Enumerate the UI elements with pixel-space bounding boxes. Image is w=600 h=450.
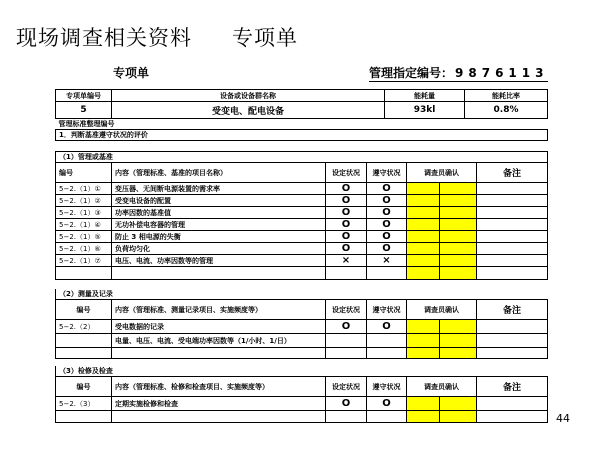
confirm-cell[interactable]: [407, 320, 440, 334]
col-content: 内容（管理标准、测量记录项目、实施频度等）: [112, 300, 326, 320]
col-remarks: 备注: [477, 300, 548, 320]
info-header-ratio: 能耗比率: [465, 90, 548, 102]
row-no: 5−2.（1）⑥: [56, 243, 112, 255]
confirm-cell[interactable]: [440, 207, 477, 219]
confirm-cell[interactable]: [407, 267, 440, 280]
remarks-cell[interactable]: [477, 334, 548, 348]
remarks-cell[interactable]: [477, 267, 548, 280]
remarks-cell[interactable]: [477, 397, 548, 411]
info-header-energy: 能耗量: [385, 90, 465, 102]
remarks-cell[interactable]: [477, 207, 548, 219]
confirm-cell[interactable]: [440, 334, 477, 348]
col-remarks: 备注: [477, 377, 548, 397]
remarks-cell[interactable]: [477, 243, 548, 255]
row-content: 无功补偿电容器的管理: [112, 219, 326, 231]
remarks-cell[interactable]: [477, 195, 548, 207]
info-value-equipment: 受变电、配电设备: [112, 102, 385, 119]
row-content: 功率因数的基准值: [112, 207, 326, 219]
col-setting: 设定状况: [326, 163, 367, 183]
col-compliance: 遵守状况: [367, 300, 407, 320]
row-content: 变压器、无间断电源装置的需求率: [112, 183, 326, 195]
eval-label: 1．判断基准遵守状况的评价: [56, 130, 548, 141]
confirm-cell[interactable]: [407, 255, 440, 267]
remarks-cell[interactable]: [477, 231, 548, 243]
row-compliance: O: [367, 183, 407, 195]
confirm-cell[interactable]: [407, 231, 440, 243]
confirm-cell[interactable]: [440, 267, 477, 280]
confirm-cell[interactable]: [440, 397, 477, 411]
col-no: 编号: [56, 163, 112, 183]
row-no: 5−2.（1）②: [56, 195, 112, 207]
row-content: 防止 3 相电源的失衡: [112, 231, 326, 243]
row-no: 5−2.（1）⑦: [56, 255, 112, 267]
row-compliance: O: [367, 195, 407, 207]
confirm-cell[interactable]: [440, 195, 477, 207]
row-compliance: [367, 334, 407, 348]
row-compliance: O: [367, 243, 407, 255]
slide-title: [16, 22, 298, 52]
slide-title-main: 现场调查相关资料: [16, 26, 192, 50]
row-content: 定期实施检修和检查: [112, 397, 326, 411]
remarks-cell[interactable]: [477, 219, 548, 231]
form-title: 专项单: [113, 66, 150, 80]
confirm-cell[interactable]: [407, 397, 440, 411]
confirm-cell[interactable]: [407, 195, 440, 207]
row-setting: ×: [326, 255, 367, 267]
confirm-cell[interactable]: [440, 411, 477, 423]
row-setting: [326, 334, 367, 348]
col-confirm: 调查员确认: [407, 377, 477, 397]
row-no: 5−2.（2）: [56, 320, 112, 334]
section-3-table: [55, 366, 548, 423]
col-content: 内容（管理标准、检修和检查项目、实施频度等）: [112, 377, 326, 397]
row-compliance: O: [367, 207, 407, 219]
col-remarks: 备注: [477, 163, 548, 183]
remarks-cell[interactable]: [477, 411, 548, 423]
management-number-label: 管理指定编号：: [369, 66, 454, 80]
col-confirm: 调查员确认: [407, 163, 477, 183]
slide-subtitle: 专项单: [232, 26, 298, 50]
confirm-cell[interactable]: [440, 243, 477, 255]
confirm-cell[interactable]: [407, 243, 440, 255]
row-no: [56, 334, 112, 348]
confirm-cell[interactable]: [407, 348, 440, 359]
row-setting: O: [326, 183, 367, 195]
row-setting: O: [326, 207, 367, 219]
row-content: 受变电设备的配置: [112, 195, 326, 207]
col-compliance: 遵守状况: [367, 377, 407, 397]
col-content: 内容（管理标准、基准的项目名称）: [112, 163, 326, 183]
management-number-value: 9876113: [455, 66, 549, 80]
row-compliance: O: [367, 231, 407, 243]
row-compliance: O: [367, 219, 407, 231]
confirm-cell[interactable]: [407, 219, 440, 231]
row-no: 5−2.（3）: [56, 397, 112, 411]
row-no: 5−2.（1）④: [56, 219, 112, 231]
row-no: 5−2.（1）⑤: [56, 231, 112, 243]
col-no: 编号: [56, 300, 112, 320]
confirm-cell[interactable]: [407, 207, 440, 219]
info-value-ratio: 0.8%: [465, 102, 548, 119]
col-no: 编号: [56, 377, 112, 397]
section-1-table: [55, 151, 548, 280]
remarks-cell[interactable]: [477, 255, 548, 267]
row-setting: O: [326, 219, 367, 231]
row-content: 负荷均匀化: [112, 243, 326, 255]
row-setting: O: [326, 397, 367, 411]
remarks-cell[interactable]: [477, 183, 548, 195]
row-compliance: ×: [367, 255, 407, 267]
col-setting: 设定状况: [326, 300, 367, 320]
section-3-title: （3）检修及检查: [56, 366, 548, 377]
row-no: 5−2.（1）①: [56, 183, 112, 195]
confirm-cell[interactable]: [440, 255, 477, 267]
confirm-cell[interactable]: [440, 348, 477, 359]
confirm-cell[interactable]: [407, 411, 440, 423]
row-setting: O: [326, 243, 367, 255]
info-header-equipment: 设备或设备群名称: [112, 90, 385, 102]
confirm-cell[interactable]: [440, 219, 477, 231]
confirm-cell[interactable]: [440, 320, 477, 334]
confirm-cell[interactable]: [407, 183, 440, 195]
row-no: 5−2.（1）③: [56, 207, 112, 219]
section-2-table: [55, 289, 548, 359]
info-table: [55, 89, 548, 141]
page-number: 44: [556, 412, 570, 425]
row-setting: O: [326, 195, 367, 207]
management-number: [369, 64, 548, 82]
confirm-cell[interactable]: [440, 231, 477, 243]
row-compliance: O: [367, 320, 407, 334]
info-value-no: 5: [56, 102, 112, 119]
row-setting: O: [326, 320, 367, 334]
section-1-title: （1）管理或基准: [56, 152, 548, 163]
info-value-energy: 93kl: [385, 102, 465, 119]
remarks-cell[interactable]: [477, 320, 548, 334]
col-confirm: 调查员确认: [407, 300, 477, 320]
mgmt-std-label: 管理标准整理编号: [58, 120, 115, 128]
row-content: 电压、电流、功率因数等的管理: [112, 255, 326, 267]
remarks-cell[interactable]: [477, 348, 548, 359]
col-compliance: 遵守状况: [367, 163, 407, 183]
row-setting: O: [326, 231, 367, 243]
row-compliance: O: [367, 397, 407, 411]
col-setting: 设定状况: [326, 377, 367, 397]
section-2-title: （2）测量及记录: [56, 289, 548, 300]
row-content: 电量、电压、电流、受电端功率因数等（1/小时、1/日）: [112, 334, 326, 348]
info-header-no: 专项单编号: [56, 90, 112, 102]
confirm-cell[interactable]: [440, 183, 477, 195]
row-content: 受电数据的记录: [112, 320, 326, 334]
confirm-cell[interactable]: [407, 334, 440, 348]
